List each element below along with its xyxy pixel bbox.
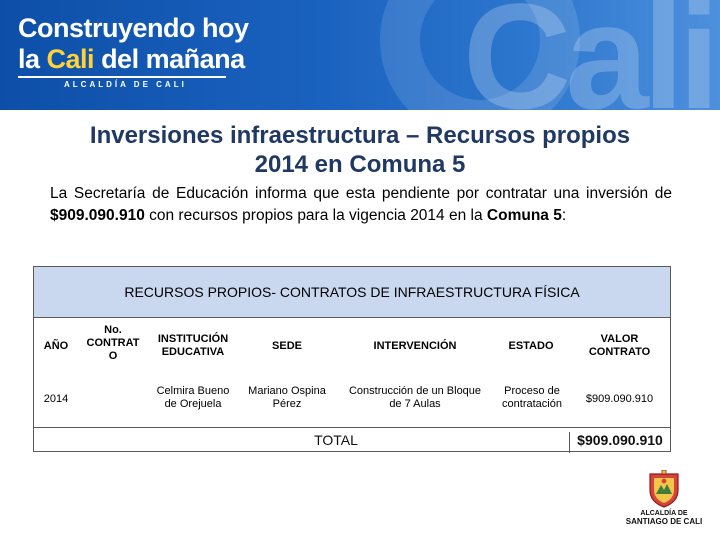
row-estado-line1: Proceso de — [504, 385, 560, 397]
intro-text-part3: : — [561, 207, 567, 224]
header-institucion-line1: INSTITUCIÓN — [157, 333, 229, 345]
row-sede — [240, 385, 334, 411]
logo-subtitle: ALCALDÍA DE CALI — [64, 80, 187, 89]
row-intervencion-line1: Construcción de un Bloque — [348, 385, 482, 397]
row-valor: $909.090.910 — [585, 393, 654, 405]
logo-slogan-cali: Cali — [46, 44, 95, 74]
intro-comuna: Comuna 5 — [486, 207, 562, 224]
row-institucion-line1: Celmira Bueno — [156, 385, 230, 397]
page-title-line2: 2014 en Comuna 5 — [254, 151, 466, 178]
header-contrato-line3: O — [108, 350, 118, 362]
header-valor-line2: CONTRATO — [588, 346, 651, 358]
header-contrato-line2: CONTRAT — [86, 337, 140, 349]
banner-watermark: Cali — [462, 0, 714, 110]
table-total-row — [34, 427, 670, 452]
total-value: $909.090.910 — [569, 432, 670, 453]
total-label: TOTAL — [314, 432, 358, 448]
intro-text-part2: con recursos propios para la vigencia 2014 en la — [144, 207, 487, 224]
header-intervencion: INTERVENCIÓN — [373, 340, 457, 352]
row-anio: 2014 — [43, 393, 69, 405]
page-title — [30, 121, 690, 179]
logo-slogan-line1: Construyendo hoy — [18, 13, 249, 43]
row-institucion-line2: de Orejuela — [164, 398, 222, 410]
row-sede-line1: Mariano Ospina — [248, 385, 326, 397]
crest-caption — [618, 510, 710, 526]
intro-text-part1: La Secretaría de Educación informa que esta pendiente por contratar una inversión de — [50, 185, 672, 202]
row-estado-line2: contratación — [502, 398, 562, 410]
header-institucion-line2: EDUCATIVA — [161, 346, 225, 358]
table-caption-row — [34, 267, 670, 318]
row-estado — [496, 385, 568, 411]
row-intervencion-line2: de 7 Aulas — [389, 398, 441, 410]
header-sede: SEDE — [272, 340, 302, 352]
header-estado: ESTADO — [508, 340, 554, 352]
coat-of-arms-icon — [647, 470, 681, 508]
logo-slogan-line2 — [18, 44, 245, 75]
row-sede-line2: Pérez — [272, 398, 302, 410]
page-title-line1: Inversiones infraestructura – Recursos propios — [89, 122, 631, 149]
header-institucion — [146, 333, 240, 359]
crest-caption-line1: ALCALDÍA DE — [640, 510, 688, 517]
logo-slogan-del-manana: del mañana — [94, 44, 245, 74]
header-valor-line1: VALOR — [600, 333, 639, 345]
row-intervencion — [340, 385, 490, 411]
logo-slogan-la: la — [18, 44, 47, 74]
crest-caption-line2: SANTIAGO DE CALI — [625, 517, 703, 526]
header-contrato — [80, 324, 146, 363]
contracts-table — [33, 266, 671, 452]
header-contrato-line1: No. — [104, 324, 122, 336]
alcaldia-crest-logo — [618, 470, 710, 536]
header-anio: AÑO — [43, 340, 69, 352]
intro-amount: $909.090.910 — [50, 207, 145, 224]
table-caption: RECURSOS PROPIOS- CONTRATOS DE INFRAESTRUCTURA FÍSICA — [124, 284, 580, 300]
header-banner — [0, 0, 720, 110]
header-valor — [569, 333, 670, 359]
intro-paragraph — [50, 183, 672, 227]
row-institucion — [146, 385, 240, 411]
logo-divider — [18, 76, 226, 78]
